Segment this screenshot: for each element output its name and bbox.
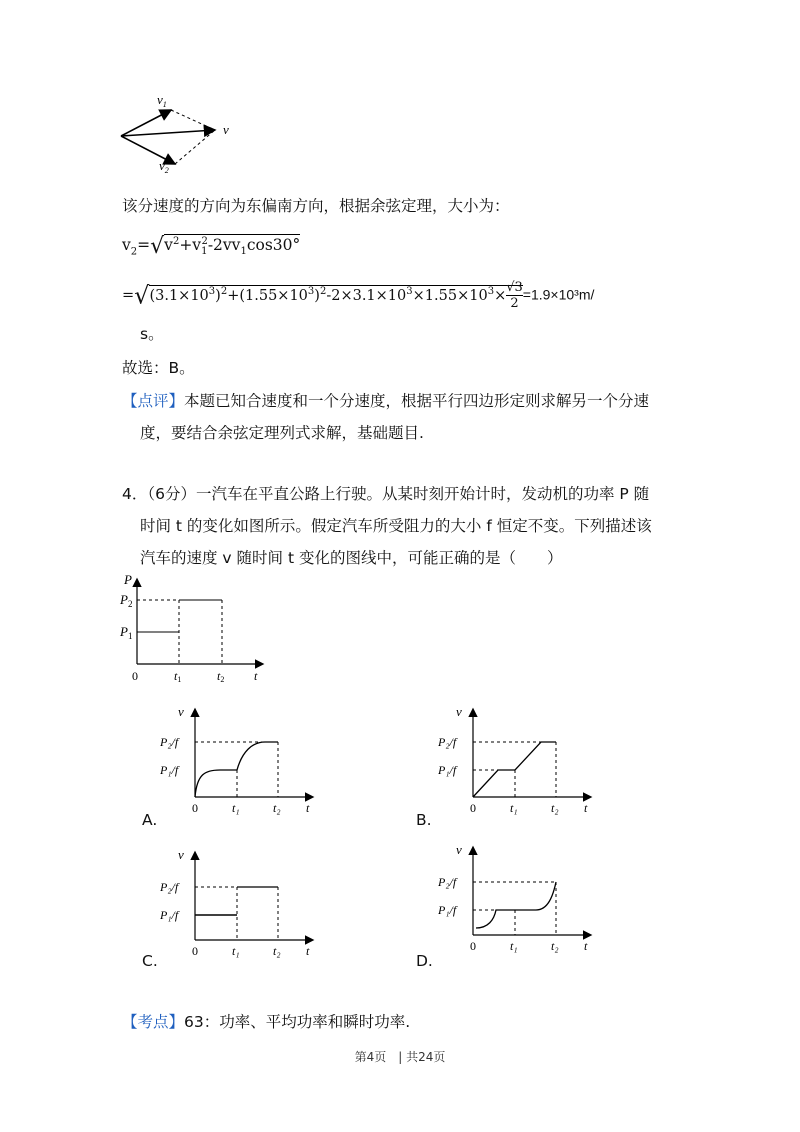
p2-label: $P_2$ [120,592,133,609]
option-a-graph [160,702,320,817]
option-b-graph [438,702,598,817]
svg-text:t₂: t₂ [551,939,559,953]
equation-v2: $v_2=√v^2+v_1^2-2vv_1\cos 30^\circ$ [122,234,301,260]
p-axis-label: P [124,572,132,587]
option-a-label[interactable]: A. [142,811,158,829]
svg-text:t₁: t₁ [510,939,518,953]
option-c-label[interactable]: C. [142,952,158,970]
question-line3: 汽车的速度 v 随时间 t 变化的图线中，可能正确的是（ ） [140,549,563,567]
svg-text:t₂: t₂ [273,944,281,958]
svg-text:v: v [456,842,462,857]
dashed-edge [171,110,215,130]
svg-text:v: v [456,704,462,719]
svg-text:t: t [306,801,310,815]
label-v2: $v_2$ [159,158,169,175]
answer-line: 故选：B。 [122,359,195,377]
svg-text:0: 0 [192,801,198,815]
equation-tail: s。 [140,325,164,343]
power-time-graph [112,572,272,687]
vector-triangle-figure [115,92,255,182]
page-footer: 第4页 | 共24页 [354,1050,446,1064]
comment-line1: 【点评】本题已知合速度和一个分速度，根据平行四边形定则求解另一个分速 [122,392,650,410]
v1-vector [121,110,171,136]
svg-text:t₁: t₁ [510,801,518,815]
svg-text:t: t [584,939,588,953]
label-v1: $v_1$ [157,92,167,109]
svg-text:t₁: t₁ [232,944,240,958]
question-line1: 4．（6分）一汽车在平直公路上行驶。从某时刻开始计时，发动机的功率 P 随 [122,485,650,503]
dashed-edge [175,130,215,164]
p1-label: $P_1$ [120,624,133,641]
option-c-graph [160,845,320,960]
lower-label: P₁/f [160,763,179,777]
label-v: v [223,122,229,137]
option-d-label[interactable]: D. [416,952,433,970]
svg-text:0: 0 [192,944,198,958]
v2-vector [121,136,175,164]
svg-text:P₁/f: P₁/f [438,763,457,777]
origin-label: 0 [132,669,138,683]
svg-text:P₂/f: P₂/f [438,735,457,749]
comment-tag: 【点评】 [122,392,185,410]
option-d-graph [438,840,598,955]
kaodian-line: 【考点】63：功率、平均功率和瞬时功率. [122,1013,411,1031]
v-vector [121,130,215,136]
svg-text:P₂/f: P₂/f [160,880,179,894]
option-b-label[interactable]: B. [416,811,432,829]
svg-text:P₁/f: P₁/f [160,908,179,922]
svg-text:0: 0 [470,801,476,815]
curve-d [476,882,556,928]
t2-label: t2 [217,669,225,684]
t-axis-label: t [254,669,258,683]
svg-text:P₂/f: P₂/f [438,875,457,889]
svg-text:0: 0 [470,939,476,953]
equation-numeric: $=√(3.1\times 10^3)^2+(1.55\times 10^3)^2-2\times 3.1\times 10^3\times 1.55\times 10^3\times$ $\frac{√3}{2}$ =1.9×10³m/ [122,280,595,311]
svg-text:t₂: t₂ [551,801,559,815]
upper-label: P₂/f [160,735,179,749]
svg-text:P₁/f: P₁/f [438,903,457,917]
kaodian-tag: 【考点】 [122,1013,185,1031]
solution-text: 该分速度的方向为东偏南方向，根据余弦定理，大小为： [122,197,510,215]
v-axis-label: v [178,704,184,719]
svg-text:t₁: t₁ [232,801,240,815]
svg-text:t: t [306,944,310,958]
svg-text:t: t [584,801,588,815]
comment-line2: 度，要结合余弦定理列式求解，基础题目. [140,424,424,442]
question-line2: 时间 t 的变化如图所示。假定汽车所受阻力的大小 f 恒定不变。下列描述该 [140,517,652,535]
svg-text:v: v [178,847,184,862]
t1-label: t1 [174,669,182,684]
svg-text:t₂: t₂ [273,801,281,815]
